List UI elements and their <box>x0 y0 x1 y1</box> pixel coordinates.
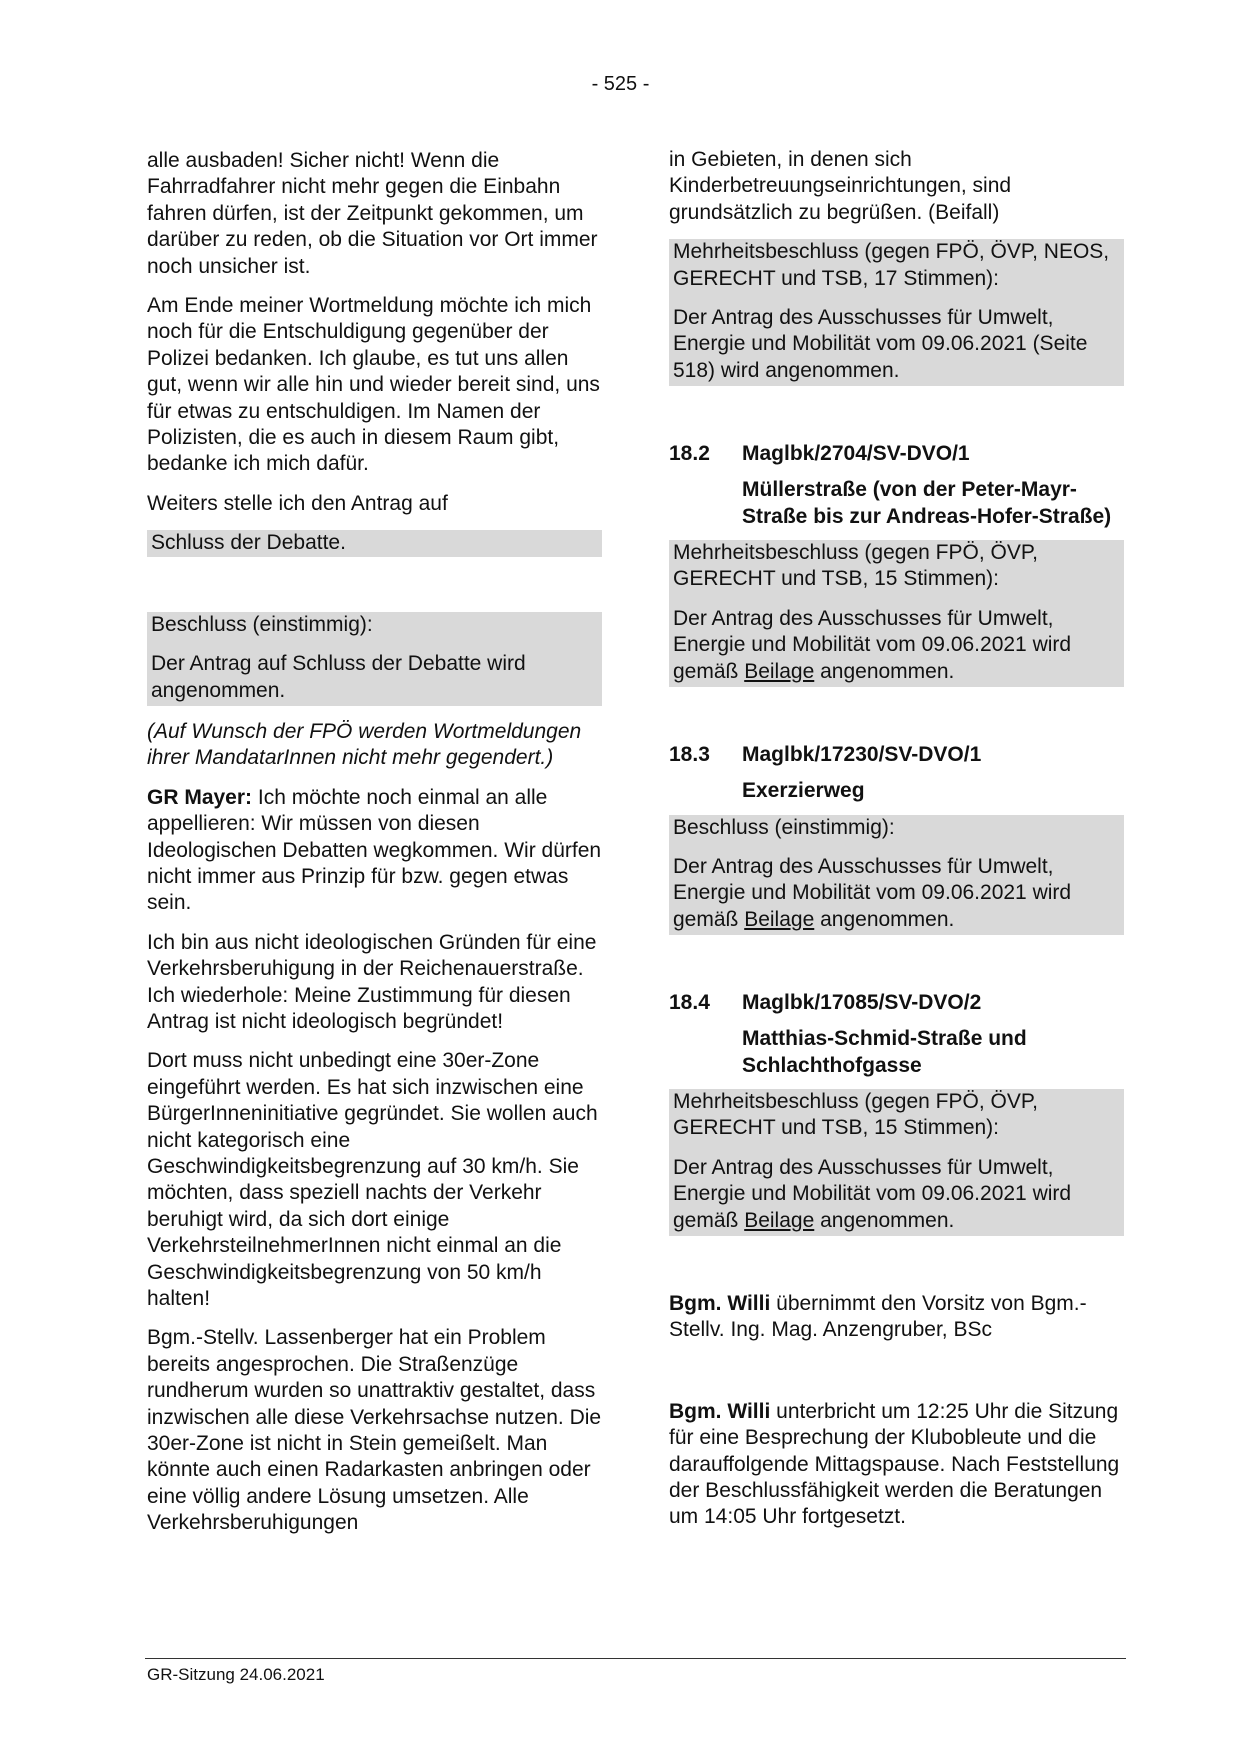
section-title: Exerzierweg <box>742 779 865 803</box>
left-column <box>147 148 602 1550</box>
speaker-name: GR Mayer: <box>147 785 253 809</box>
resolution-block <box>147 612 602 706</box>
resolution-type: Mehrheitsbeschluss (gegen FPÖ, ÖVP, NEOS, GERECHT und TSB, 17 Stimmen): <box>673 240 1110 290</box>
resolution-block <box>669 540 1124 687</box>
speaker-name: Bgm. Willi <box>669 1399 771 1423</box>
resolution-text: Der Antrag auf Schluss der Debatte wird angenommen. <box>151 652 526 702</box>
resolution-block <box>669 1089 1124 1236</box>
resolution-type: Mehrheitsbeschluss (gegen FPÖ, ÖVP, GERECHT und TSB, 15 Stimmen): <box>673 541 1038 591</box>
paragraph: Dort muss nicht unbedingt eine 30er-Zone eingeführt werden. Es hat sich inzwischen eine BürgerInneninitiative gegründet. Sie wollen auch nicht kategorisch eine Geschwindigkeitsbegrenzung auf 30 km/h. Sie möchten, dass speziell nachts der Verkehr beruhigt wird, da sich dort einige VerkehrsteilnehmerInnen nicht einmal an die Geschwindigkeitsbegrenzung von 50 km/h halten! <box>147 1049 598 1311</box>
paragraph: alle ausbaden! Sicher nicht! Wenn die Fahrradfahrer nicht mehr gegen die Einbahn fahren dürfen, ist der Zeitpunkt gekommen, um darüber zu reden, ob die Situation vor Ort immer noch unsicher ist. <box>147 149 598 278</box>
session-break-paragraph <box>669 1399 1124 1531</box>
speech-paragraph <box>147 785 602 917</box>
chair-change-text: übernimmt den Vorsitz von Bgm.-Stellv. Ing. Mag. Anzengruber, BSc <box>669 1291 1087 1342</box>
resolution-block <box>669 815 1124 936</box>
resolution-text-part: Der Antrag des Ausschusses für Umwelt, Energie und Mobilität vom 09.06.2021 wird gemäß <box>673 1155 1072 1232</box>
footer-divider <box>145 1658 1126 1659</box>
attachment-link[interactable]: Beilage <box>744 659 815 683</box>
right-column <box>669 147 1124 1544</box>
resolution-type: Beschluss (einstimmig): <box>151 612 373 636</box>
motion-text: Schluss der Debatte. <box>147 530 602 556</box>
section-heading <box>669 990 1124 1016</box>
chair-change-paragraph <box>669 1291 1124 1344</box>
section-number: 18.3 <box>669 743 710 767</box>
section-reference: Maglbk/17230/SV-DVO/1 <box>742 743 982 767</box>
italic-note: (Auf Wunsch der FPÖ werden Wortmeldungen ihrer MandatarInnen nicht mehr gegendert.) <box>147 719 582 770</box>
paragraph: Ich bin aus nicht ideologischen Gründen für eine Verkehrsberuhigung in der Reichenauerstraße. Ich wiederhole: Meine Zustimmung für diesen Antrag ist nicht ideologisch begründet! <box>147 930 597 1033</box>
resolution-type: Mehrheitsbeschluss (gegen FPÖ, ÖVP, GERECHT und TSB, 15 Stimmen): <box>673 1089 1038 1140</box>
resolution-text-part: Der Antrag des Ausschusses für Umwelt, Energie und Mobilität vom 09.06.2021 wird gemäß <box>673 854 1072 931</box>
section-reference: Maglbk/17085/SV-DVO/2 <box>742 991 982 1015</box>
resolution-text <box>673 854 1120 935</box>
resolution-type: Beschluss (einstimmig): <box>673 815 895 839</box>
paragraph: Weiters stelle ich den Antrag auf <box>147 491 448 515</box>
paragraph: in Gebieten, in denen sich Kinderbetreuungseinrichtungen, sind grundsätzlich zu begrüßen. (Beifall) <box>669 148 1012 224</box>
attachment-link[interactable]: Beilage <box>744 1208 815 1232</box>
resolution-text-part: angenommen. <box>814 659 955 683</box>
attachment-link[interactable]: Beilage <box>744 907 815 931</box>
section-heading <box>669 742 1124 768</box>
paragraph: Bgm.-Stellv. Lassenberger hat ein Problem bereits angesprochen. Die Straßenzüge rundherum wurden so unattraktiv gestaltet, dass inzwischen alle diese Verkehrsachse nutzen. Die 30er-Zone ist nicht in Stein gemeißelt. Man könnte auch einen Radarkasten anbringen oder eine völlig andere Lösung umsetzen. Alle Verkehrsberuhigungen <box>147 1326 602 1535</box>
resolution-text-part: Der Antrag des Ausschusses für Umwelt, Energie und Mobilität vom 09.06.2021 wird gemäß <box>673 606 1072 683</box>
resolution-text-part: angenommen. <box>814 907 955 931</box>
section-number: 18.4 <box>669 991 710 1015</box>
speech-text: Ich möchte noch einmal an alle appellieren: Wir müssen von diesen Ideologischen Debatten wegkommen. Wir dürfen nicht immer aus Prinzip für bzw. gegen etwas sein. <box>147 785 602 915</box>
resolution-text-part: angenommen. <box>814 1208 955 1232</box>
session-break-text: unterbricht um 12:25 Uhr die Sitzung für eine Besprechung der Klubobleute und die darauffolgende Mittagspause. Nach Feststellung der Beschlussfähigkeit werden die Beratungen um 14:05 Uhr fortgesetzt. <box>669 1399 1120 1529</box>
section-title: Matthias-Schmid-Straße und Schlachthofgasse <box>742 1027 1027 1077</box>
resolution-text <box>673 606 1120 687</box>
resolution-text <box>673 1155 1120 1236</box>
resolution-text: Der Antrag des Ausschusses für Umwelt, Energie und Mobilität vom 09.06.2021 (Seite 518) wird angenommen. <box>673 306 1088 382</box>
section-heading <box>669 441 1124 467</box>
page-number: - 525 - <box>591 73 650 95</box>
paragraph: Am Ende meiner Wortmeldung möchte ich mich noch für die Entschuldigung gegenüber der Polizei bedanken. Ich glaube, es tut uns allen gut, wenn wir alle hin und wieder bereit sind, uns für etwas zu entschuldigen. Im Namen der Polizisten, die es auch in diesem Raum gibt, bedanke ich mich dafür. <box>147 294 600 476</box>
resolution-block <box>669 239 1124 386</box>
section-reference: Maglbk/2704/SV-DVO/1 <box>742 442 970 466</box>
speaker-name: Bgm. Willi <box>669 1291 771 1315</box>
section-title: Müllerstraße (von der Peter-Mayr-Straße bis zur Andreas-Hofer-Straße) <box>742 478 1112 528</box>
section-number: 18.2 <box>669 442 710 466</box>
footer-text: GR-Sitzung 24.06.2021 <box>147 1665 325 1684</box>
